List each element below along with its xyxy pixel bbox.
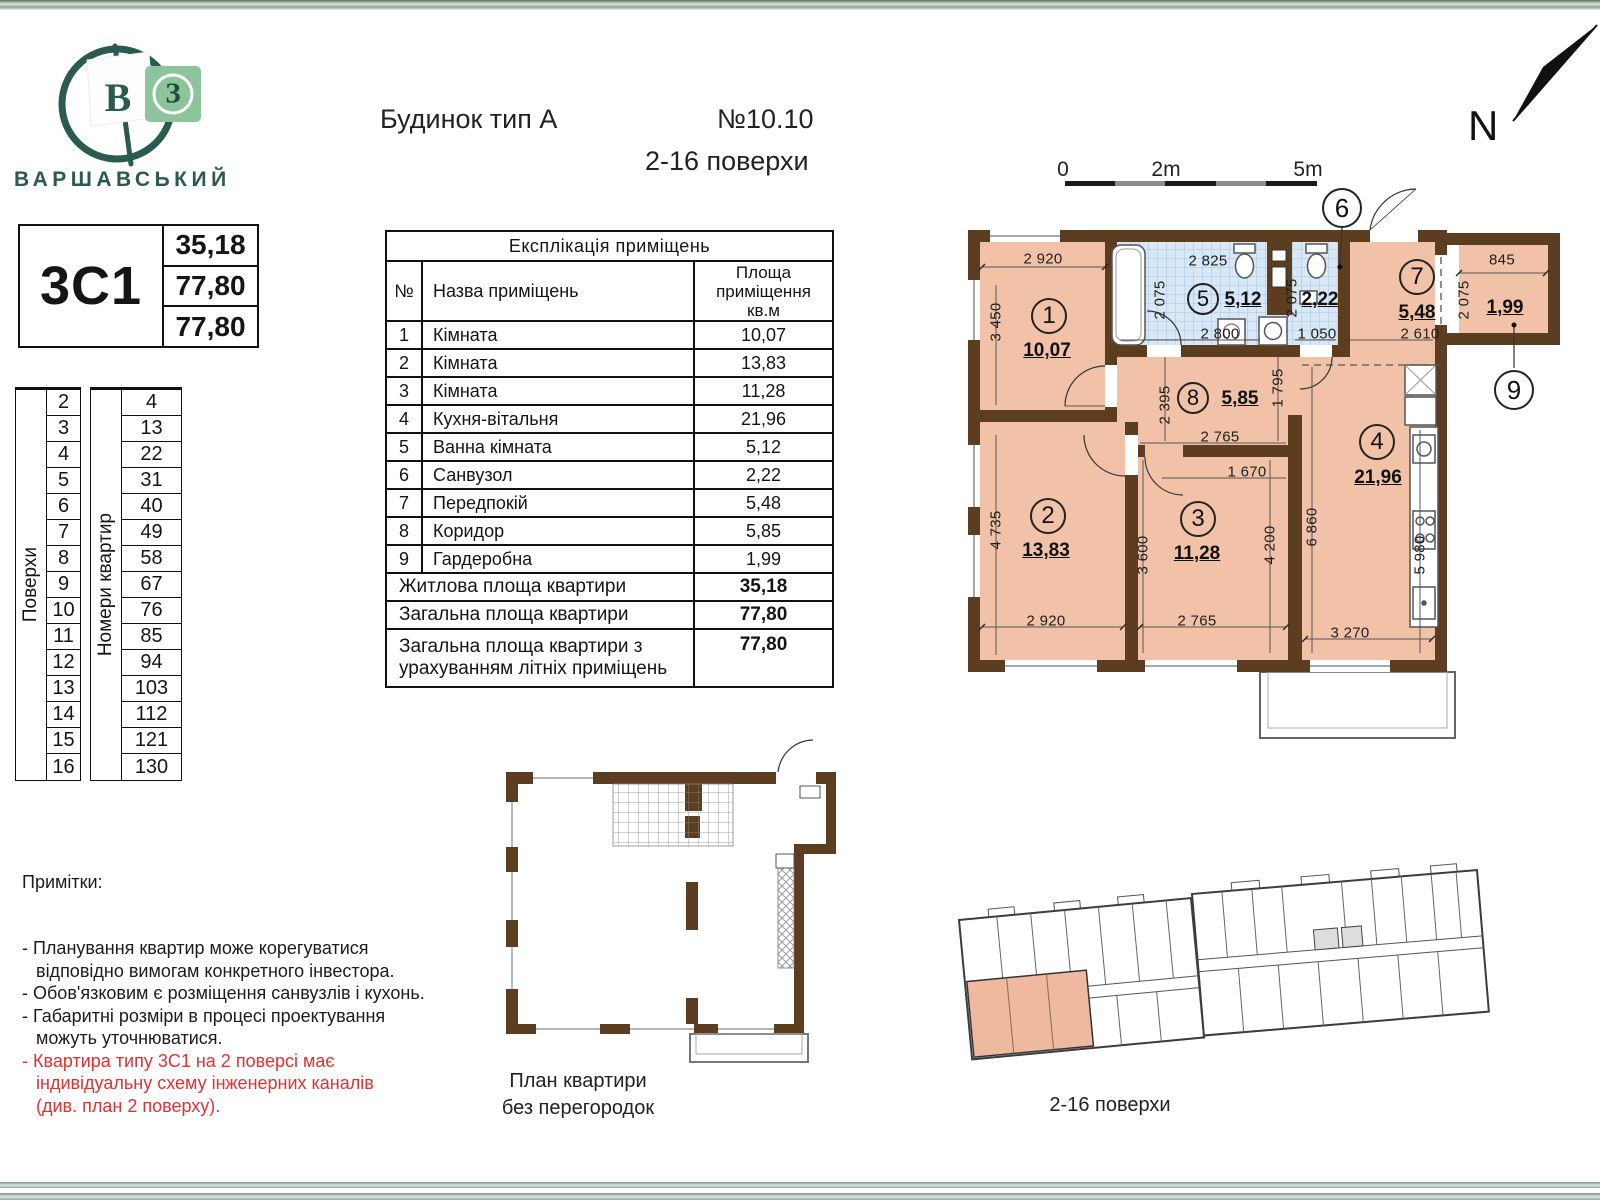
floor-cell: 14 xyxy=(47,702,80,728)
toilet-icon xyxy=(1234,244,1255,253)
floor-cell: 10 xyxy=(47,598,80,624)
note-line: - Обов'язковим є розміщення санвузлів і кухонь. xyxy=(22,983,425,1003)
total-area-value: 77,80 xyxy=(164,267,257,308)
floor-cell: 5 xyxy=(47,468,80,494)
row-no: 3 xyxy=(386,377,422,405)
floor-cell: 9 xyxy=(47,572,80,598)
dim-label: 3 270 xyxy=(1330,624,1370,642)
room-number: 8 xyxy=(1177,382,1209,414)
room-number: 5 xyxy=(1187,283,1219,315)
dim-label: 1 670 xyxy=(1227,463,1267,481)
apartment-numbers-label-cell xyxy=(91,390,122,780)
overview-right-wing xyxy=(1191,862,1489,1035)
dim-label: 2 610 xyxy=(1400,325,1440,343)
dim-label: 5 980 xyxy=(1411,535,1429,575)
floor-cell: 12 xyxy=(47,650,80,676)
balcony xyxy=(1260,672,1455,738)
row-name: Коридор xyxy=(422,517,694,545)
row-no: 7 xyxy=(386,489,422,517)
row-name: Кімната xyxy=(422,377,694,405)
living-area-value: 35,18 xyxy=(164,226,257,267)
floor-cell: 4 xyxy=(47,442,80,468)
caption-no-partitions xyxy=(478,1068,678,1122)
room-number: 4 xyxy=(1359,424,1395,460)
floor-cell: 3 xyxy=(47,416,80,442)
apartment-number-cell: 130 xyxy=(134,755,169,778)
dim-label: 2 825 xyxy=(1188,252,1228,270)
col-header-no: № xyxy=(386,261,422,321)
dim-label: 4 200 xyxy=(1261,525,1279,565)
scale-tick-0: 0 xyxy=(1057,158,1069,181)
room-number-callout: 6 xyxy=(1322,188,1362,228)
summary-label: Загальна площа квартири xyxy=(386,601,694,629)
summary-area: 35,18 xyxy=(694,573,833,601)
summary-label: Загальна площа квартири з урахуванням літніх приміщень xyxy=(386,629,694,687)
row-area: 5,12 xyxy=(694,433,833,461)
apartment-numbers-column xyxy=(122,390,181,780)
room-area: 21,96 xyxy=(1354,467,1402,488)
row-area: 2,22 xyxy=(694,461,833,489)
dim-label: 2 075 xyxy=(1455,280,1473,320)
room-number: 7 xyxy=(1399,259,1435,295)
room-number: 3 xyxy=(1180,501,1216,537)
note-line: відповідно вимогам конкретного інвестора. xyxy=(36,960,395,981)
row-name: Ванна кімната xyxy=(422,433,694,461)
dim-label: 2 800 xyxy=(1200,325,1240,343)
floors-label: Поверхи xyxy=(20,547,41,623)
apartment-number-cell: 4 xyxy=(122,390,181,416)
main-floor-plan xyxy=(950,195,1590,755)
north-label: N xyxy=(1468,102,1499,149)
col-header-area-l3: кв.м xyxy=(747,300,780,320)
scale-tick-2m: 2m xyxy=(1151,158,1181,181)
room-area: 2,22 xyxy=(1301,289,1339,310)
caption-no-partitions-l2: без перегородок xyxy=(501,1097,655,1119)
row-area: 5,85 xyxy=(694,517,833,545)
row-name: Санвузол xyxy=(422,461,694,489)
apartment-type: 3С1 xyxy=(20,226,164,346)
floor-cell: 7 xyxy=(47,520,80,546)
col-header-area-l2: приміщення xyxy=(716,281,811,301)
highlighted-apartment xyxy=(967,970,1094,1057)
row-no: 4 xyxy=(386,405,422,433)
dim-label: 6 860 xyxy=(1303,507,1321,547)
row-area: 11,28 xyxy=(694,377,833,405)
scale-bar-segments xyxy=(1065,181,1317,186)
apartment-number-cell: 31 xyxy=(122,468,181,494)
floor-cell: 6 xyxy=(47,494,80,520)
row-area: 1,99 xyxy=(694,545,833,573)
apartment-number-cell: 67 xyxy=(122,572,181,598)
apartment-number-cell: 22 xyxy=(122,442,181,468)
bottom-strip-2 xyxy=(0,1193,1600,1200)
row-no: 5 xyxy=(386,433,422,461)
room-area: 11,28 xyxy=(1173,543,1221,564)
cabinet-icon xyxy=(1405,397,1436,425)
apartment-number-cell: 85 xyxy=(122,624,181,650)
dim-label: 1 050 xyxy=(1297,325,1337,343)
row-name: Гардеробна xyxy=(422,545,694,573)
note-line: можуть уточнюватися. xyxy=(36,1028,223,1048)
row-name: Передпокій xyxy=(422,489,694,517)
floor-cell: 16 xyxy=(52,755,75,778)
floor-cell: 11 xyxy=(47,624,80,650)
row-no: 2 xyxy=(386,349,422,377)
explication-table xyxy=(385,230,834,688)
header-floors-range: 2-16 поверхи xyxy=(645,146,809,176)
apartment-number-cell: 112 xyxy=(122,702,181,728)
room-area: 13,83 xyxy=(1022,540,1070,561)
floor-cell: 15 xyxy=(47,728,80,754)
room-area: 10,07 xyxy=(1023,340,1071,361)
plan-no-partitions xyxy=(478,742,858,1082)
floor-cell: 2 xyxy=(47,390,80,416)
apartment-numbers-table xyxy=(90,387,182,781)
room-area: 5,12 xyxy=(1224,289,1262,310)
brand-name: ВАРШАВСЬКИЙ xyxy=(14,168,231,191)
dim-label: 4 735 xyxy=(987,510,1005,550)
logo-flag-letter: В xyxy=(104,75,132,121)
dim-label: 2 920 xyxy=(1026,612,1066,630)
row-name: Кухня-вітальня xyxy=(422,405,694,433)
row-area: 21,96 xyxy=(694,405,833,433)
apartment-numbers-label: Номери квартир xyxy=(95,513,116,657)
row-no: 1 xyxy=(386,321,422,349)
row-no: 8 xyxy=(386,517,422,545)
building-overview-plan xyxy=(945,868,1485,1078)
floors-label-cell xyxy=(16,390,47,780)
row-no: 9 xyxy=(386,545,422,573)
dim-label: 845 xyxy=(1489,251,1515,269)
apartment-number-cell: 76 xyxy=(122,598,181,624)
header-apartment-number: №10.10 xyxy=(717,104,814,134)
top-metallic-strip xyxy=(0,0,1600,10)
plumbing-shaft-icon xyxy=(1272,250,1286,261)
toilet-icon xyxy=(1306,244,1327,253)
floor-cell: 13 xyxy=(47,676,80,702)
room-number: 1 xyxy=(1031,298,1067,334)
room-area: 5,85 xyxy=(1221,388,1259,409)
notes xyxy=(22,872,474,1117)
logo xyxy=(45,28,235,178)
apartment-number-cell: 94 xyxy=(122,650,181,676)
dim-label: 2 765 xyxy=(1177,612,1217,630)
room-number-callout: 9 xyxy=(1494,370,1534,410)
elevator-core-icon xyxy=(1313,928,1339,950)
apartment-number-cell: 13 xyxy=(122,416,181,442)
apartment-number-cell: 40 xyxy=(122,494,181,520)
header-building-type: Будинок тип А xyxy=(380,104,558,134)
caption-no-partitions-l1: План квартири xyxy=(509,1070,647,1092)
dim-label: 3 600 xyxy=(1134,535,1152,575)
bottom-strip-1 xyxy=(0,1182,1600,1188)
total-area-summer-value: 77,80 xyxy=(175,310,246,342)
dim-label: 2 075 xyxy=(1151,280,1169,320)
apartment-number-cell: 58 xyxy=(122,546,181,572)
logo-badge-letter: З xyxy=(165,77,181,110)
note-line: - Габаритні розміри в процесі проектування xyxy=(22,1005,386,1026)
dim-label: 2 075 xyxy=(1283,278,1301,318)
note-line-red: - Квартира типу 3С1 на 2 поверсі має xyxy=(22,1050,335,1071)
row-name: Кімната xyxy=(422,349,694,377)
apartment-number-cell: 103 xyxy=(122,676,181,702)
dim-label: 2 395 xyxy=(1156,385,1174,425)
explication-title: Експлікація приміщень xyxy=(386,231,833,261)
notes-title: Примітки: xyxy=(22,872,103,892)
note-line-red: (див. план 2 поверху). xyxy=(36,1095,221,1116)
apartment-number-cell: 121 xyxy=(122,728,181,754)
col-header-area xyxy=(694,261,833,321)
dim-label: 1 795 xyxy=(1269,368,1287,408)
row-area: 5,48 xyxy=(694,489,833,517)
scale-tick-5m: 5m xyxy=(1293,158,1323,181)
dim-label: 2 765 xyxy=(1200,428,1240,446)
room-area: 5,48 xyxy=(1398,302,1436,323)
room-number: 2 xyxy=(1030,498,1066,534)
apartment-type-card xyxy=(18,224,259,348)
floors-column xyxy=(47,390,80,780)
overview-left-wing xyxy=(958,890,1204,1059)
note-line-red: індивідуальну схему інженерних каналів xyxy=(36,1073,374,1093)
col-header-name: Назва приміщень xyxy=(422,261,694,321)
floor-cell: 8 xyxy=(47,546,80,572)
dim-label: 3 450 xyxy=(987,302,1005,342)
row-name: Кімната xyxy=(422,321,694,349)
apartment-number-cell: 49 xyxy=(122,520,181,546)
row-area: 13,83 xyxy=(694,349,833,377)
floors-table xyxy=(15,387,81,781)
note-line: - Планування квартир може корегуватися xyxy=(22,938,369,958)
dim-label: 2 920 xyxy=(1023,250,1063,268)
row-no: 6 xyxy=(386,461,422,489)
row-area: 10,07 xyxy=(694,321,833,349)
caption-building-overview: 2-16 поверхи xyxy=(1049,1094,1171,1116)
summary-area: 77,80 xyxy=(694,629,833,687)
col-header-area-l1: Площа xyxy=(735,262,792,282)
summary-area: 77,80 xyxy=(694,601,833,629)
elevator-core-icon xyxy=(1341,926,1363,948)
room-area: 1,99 xyxy=(1486,297,1524,318)
summary-label: Житлова площа квартири xyxy=(386,573,694,601)
